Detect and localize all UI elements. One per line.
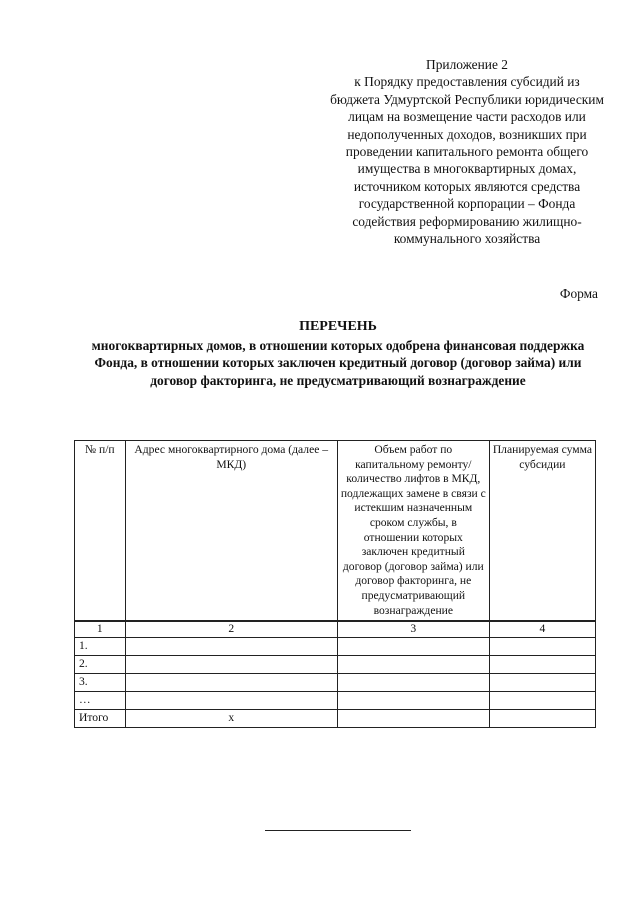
- row-number: …: [75, 692, 126, 710]
- total-label: Итого: [75, 710, 126, 728]
- column-number-4: 4: [489, 621, 595, 638]
- heading-title: ПЕРЕЧЕНЬ: [299, 319, 377, 334]
- row-number: 3.: [75, 674, 126, 692]
- row-sum: [489, 692, 595, 710]
- row-number: 2.: [75, 656, 126, 674]
- row-number: 1.: [75, 638, 126, 656]
- table-header-row: [75, 441, 596, 622]
- form-label: Форма: [559, 286, 598, 301]
- table-row: [75, 692, 596, 710]
- row-volume: [337, 638, 489, 656]
- header-sum: Планируемая сумма субсидии: [489, 441, 595, 622]
- heading-subtitle: многоквартирных домов, в отношении которых одобрена финансовая поддержка Фонда, в отношении которых заключен кредитный договор (договор займа) или договор факторинга, не предусматривающий вознаграждение: [91, 337, 585, 388]
- header-address: Адрес многоквартирного дома (далее – МКД): [125, 441, 337, 622]
- row-address: [125, 692, 337, 710]
- total-sum: [489, 710, 595, 728]
- subsidy-table: [74, 440, 596, 728]
- document-heading: [80, 318, 596, 389]
- total-address: x: [125, 710, 337, 728]
- column-number-3: 3: [337, 621, 489, 638]
- appendix-block: [330, 56, 604, 247]
- table-total-row: [75, 710, 596, 728]
- row-sum: [489, 656, 595, 674]
- header-number: № п/п: [75, 441, 126, 622]
- total-volume: [337, 710, 489, 728]
- row-sum: [489, 674, 595, 692]
- table-row: [75, 674, 596, 692]
- column-number-row: [75, 621, 596, 638]
- column-number-1: 1: [75, 621, 126, 638]
- appendix-title: Приложение 2: [426, 57, 508, 72]
- column-number-2: 2: [125, 621, 337, 638]
- table-row: [75, 656, 596, 674]
- row-address: [125, 638, 337, 656]
- table-row: [75, 638, 596, 656]
- appendix-text: к Порядку предоставления субсидий из бюджета Удмуртской Республики юридическим лицам на возмещение части расходов или недополученных доходов, возникших при проведении капитального ремонта общего имущества в многоквартирных домах, источником которых являются средства государственной корпорации – Фонда содействия реформированию жилищно-коммунального хозяйства: [330, 74, 604, 247]
- row-volume: [337, 656, 489, 674]
- row-address: [125, 674, 337, 692]
- row-volume: [337, 692, 489, 710]
- row-address: [125, 656, 337, 674]
- row-sum: [489, 638, 595, 656]
- closing-divider-line: [265, 830, 411, 831]
- row-volume: [337, 674, 489, 692]
- header-volume: Объем работ по капитальному ремонту/количество лифтов в МКД, подлежащих замене в связи с истекшим назначенным сроком службы, в отношении которых заключен кредитный договор (договор займа) или договор факторинга, не предусматривающий вознаграждение: [337, 441, 489, 622]
